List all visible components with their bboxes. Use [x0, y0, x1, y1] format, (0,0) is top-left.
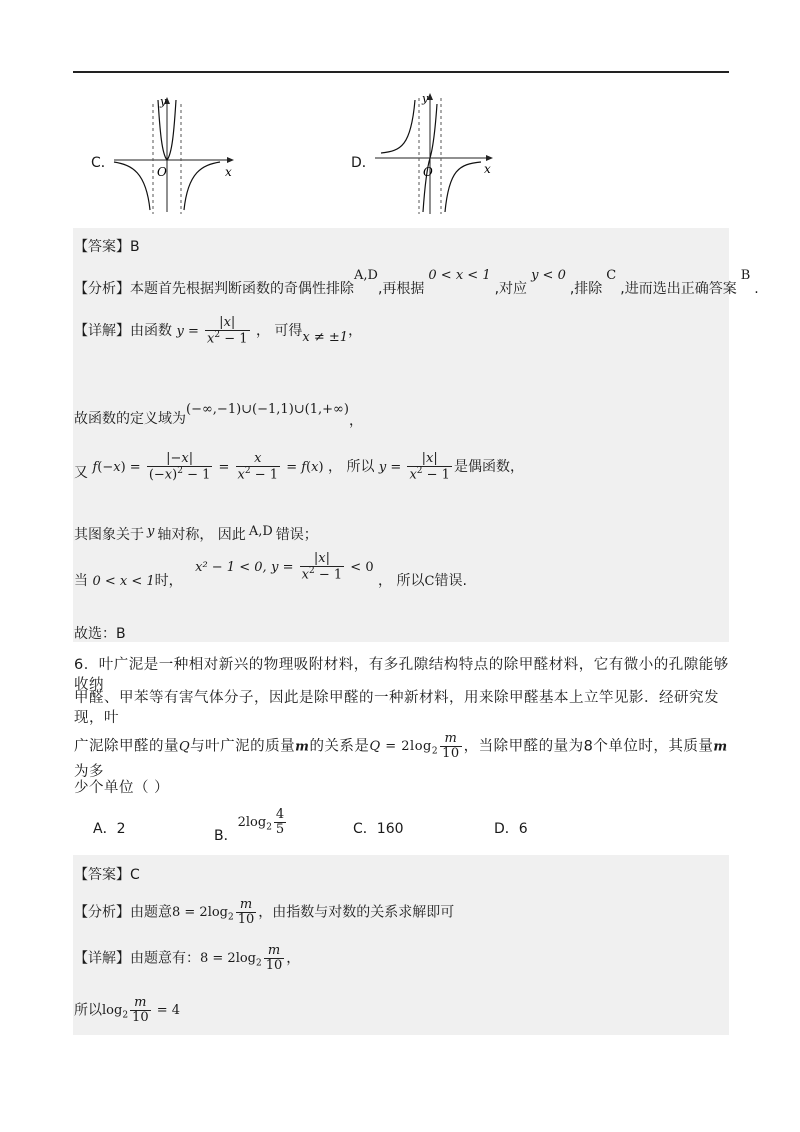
analysis-text-5: ,进而选出正确答案: [620, 281, 737, 297]
choice-b-formula: $2\log_2$ $\frac{4}{5}$: [237, 807, 285, 838]
formula-8-eq-detail: $8 = 2\log_2$ $\frac{m}{10}$: [200, 943, 283, 974]
even-text-2: ， 所以: [328, 458, 375, 475]
choice-d-label: D．: [494, 821, 519, 837]
header-rule: [73, 71, 729, 73]
detail-text-1: 由函数: [130, 322, 172, 339]
even-text-1: 又: [74, 464, 88, 481]
formula-log-eq-4: $\log_2$ $\frac{m}{10}$ = 4: [102, 995, 181, 1026]
q6-var-m: m: [295, 739, 310, 755]
analysis-text-2: ,再根据: [377, 281, 425, 297]
analysis-cond: 0 < x < 1: [428, 268, 491, 283]
when-text-2: 时，: [154, 572, 183, 589]
domain-comma: ，: [348, 413, 363, 429]
y-axis-label-d: y: [422, 92, 429, 105]
option-d-graph: [373, 88, 503, 218]
choice-b-label: B．: [214, 828, 238, 845]
pick-text: 故选：B: [74, 626, 126, 642]
q5-when-line: [74, 551, 467, 589]
q6-line3-text-5: 为多: [74, 763, 104, 780]
q6-line-1: 6．叶广泥是一种相对新兴的物理吸附材料，有多孔隙结构特点的除甲醛材料，它有微小的孔隙能够收纳: [74, 657, 729, 694]
q6-analysis-line: [74, 898, 454, 928]
q5-symmetry-line: [74, 520, 318, 543]
choice-c-text: 160: [376, 821, 404, 837]
q6-choice-d[interactable]: [494, 818, 528, 838]
q6-choice-c[interactable]: [353, 818, 404, 838]
analysis-text-1: 本题首先根据判断函数的奇偶性排除: [130, 281, 354, 297]
formula-Q: $Q = 2\log_2$ $\frac{m}{10}$: [369, 731, 460, 762]
analysis-end: .: [754, 281, 759, 297]
q6-choice-b[interactable]: [214, 807, 288, 848]
q5-analysis-line: [74, 264, 759, 297]
choice-c-label: C．: [353, 821, 377, 837]
answer-value: B: [130, 239, 140, 255]
q6-line-3: [74, 732, 730, 782]
analysis-y: y < 0: [531, 268, 566, 283]
y-axis-label-c: y: [160, 95, 167, 108]
domain-text: 故函数的定义域为: [74, 411, 186, 427]
when-text-1: 当: [74, 572, 93, 589]
q6-answer-tag: 【答案】: [74, 867, 130, 883]
q6-detail-text-1: 由题意有：: [130, 950, 200, 967]
q6-line3-text-3: 的关系是: [309, 738, 370, 755]
sym-text-3: 错误；: [275, 527, 318, 543]
when-text-3: ， 所以: [378, 572, 425, 589]
detail-text-2: ， 可得: [255, 322, 303, 339]
q6-answer-value: C: [130, 867, 140, 883]
analysis-ad: A,D: [354, 268, 378, 283]
q6-choice-a[interactable]: [93, 818, 126, 838]
x-axis-label-c: x: [225, 165, 232, 179]
q5-even-line: [74, 452, 524, 483]
detail-text-3: ，: [348, 322, 363, 339]
option-c-label: C．: [91, 155, 115, 171]
q6-detail-text-2: ，: [286, 950, 301, 967]
formula-8-eq: $8 = 2\log_2$ $\frac{m}{10}$: [172, 897, 255, 928]
detail-tag: 【详解】: [74, 322, 130, 339]
x-axis-label-d: x: [484, 162, 491, 176]
formula-f-neg-x: f(−x) = $\frac{|-x|}{(-x)^2 - 1}$ = $\frac{x}{x^2 - 1}$ = f(x): [92, 451, 324, 483]
q6-line3-text-4: ，当除甲醛的量为8个单位时，其质量: [463, 738, 714, 755]
q6-analysis-tag: 【分析】: [74, 904, 130, 921]
q6-var-m2: m: [713, 739, 728, 755]
origin-label-d: O: [423, 165, 433, 179]
q5-detail-line: [74, 316, 362, 347]
q6-var-Q: Q: [179, 739, 191, 755]
q5-domain-line: [74, 398, 363, 429]
analysis-text-3: ,对应: [494, 281, 528, 297]
when-cond: 0 < x < 1: [92, 573, 155, 589]
q6-answer-line: [74, 864, 140, 884]
analysis-tag: 【分析】: [74, 281, 130, 297]
q6-detail-line: [74, 944, 300, 974]
when-ineq: x² − 1 < 0,: [195, 559, 267, 575]
q6-analysis-text-2: ，由指数与对数的关系求解即可: [258, 904, 455, 921]
q6-line-2: 甲醛、甲苯等有害气体分子，因此是除甲醛的一种新材料，用来除甲醛基本上立竿见影．经研究发现，叶: [74, 690, 719, 727]
analysis-text-4: ,排除: [569, 281, 603, 297]
q6-line-4: 少个单位（ ）: [74, 780, 170, 796]
formula-y-abs-over: y = $\frac{|x|}{x^2 - 1}$: [176, 315, 248, 347]
analysis-B: B: [740, 268, 751, 283]
when-text-4: 错误.: [434, 572, 467, 589]
q6-line3-text-2: 与叶广泥的质量: [190, 738, 296, 755]
answer-tag: 【答案】: [74, 239, 130, 255]
origin-label-c: O: [157, 165, 167, 179]
sym-text-2: 轴对称， 因此: [157, 527, 246, 543]
domain-set: (−∞,−1)∪(−1,1)∪(1,+∞): [186, 402, 349, 417]
q5-answer-line: [74, 236, 140, 256]
q6-so-text: 所以: [74, 1002, 102, 1019]
sym-ad: A,D: [248, 524, 273, 539]
choice-a-text: 2: [116, 821, 126, 837]
option-d-label: D．: [351, 155, 376, 171]
q6-line3-text-1: 广泥除甲醛的量: [74, 738, 179, 755]
formula-y-lt-zero: y = $\frac{|x|}{x^2 - 1}$ < 0: [271, 551, 374, 583]
sym-y: y: [147, 524, 155, 539]
q6-detail-tag: 【详解】: [74, 950, 130, 967]
sym-text-1: 其图象关于: [74, 527, 144, 543]
option-c-graph: [112, 92, 242, 217]
q6-analysis-text-1: 由题意: [130, 904, 172, 921]
when-C: C: [424, 573, 435, 589]
even-text-3: 是偶函数，: [453, 458, 524, 475]
formula-y-even: y = $\frac{|x|}{x^2 - 1}$: [378, 451, 450, 483]
q5-pick-line: [74, 623, 126, 643]
choice-d-text: 6: [518, 821, 528, 837]
detail-cond: x ≠ ±1: [302, 329, 349, 345]
analysis-C: C: [606, 268, 617, 283]
choice-a-label: A．: [93, 821, 117, 837]
q6-so-line: [74, 996, 180, 1026]
